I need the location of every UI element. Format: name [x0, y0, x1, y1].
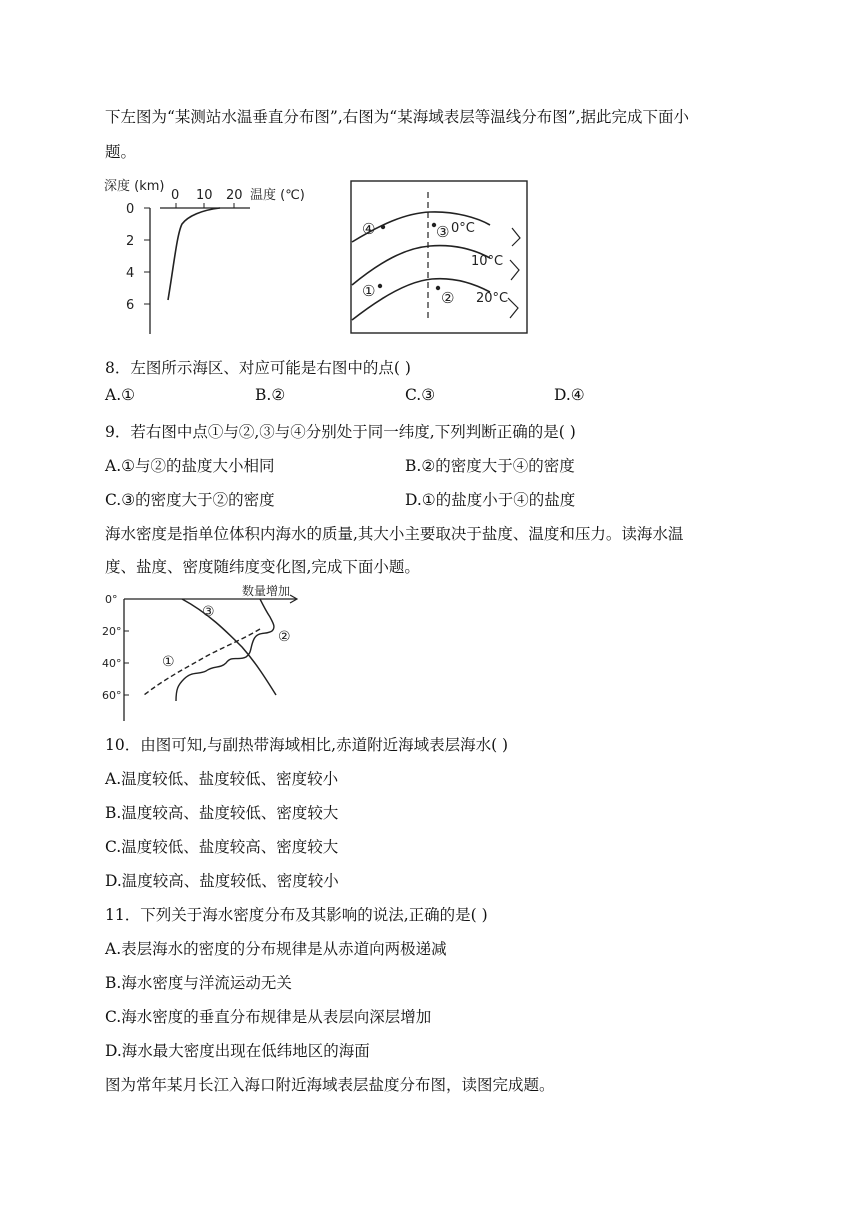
x-tick-20: 20	[226, 188, 243, 203]
intro2-line1: 海水密度是指单位体积内海水的质量,其大小主要取决于盐度、温度和压力。读海水温	[105, 525, 684, 543]
point-4-label: ④	[362, 220, 376, 238]
q8-option-c[interactable]: C.③	[405, 386, 436, 404]
lat-tick-20: 20°	[102, 625, 122, 638]
lat-tick-40: 40°	[102, 657, 122, 670]
x-tick-0: 0	[171, 188, 180, 203]
point-1-label: ①	[362, 282, 376, 300]
depth-axis-label: 深度 (km)	[104, 179, 165, 194]
y-tick-4: 4	[126, 266, 135, 281]
q10-option-d[interactable]: D.温度较高、盐度较低、密度较小	[105, 872, 339, 890]
q10-option-a[interactable]: A.温度较低、盐度较低、密度较小	[105, 770, 339, 788]
q11-option-c[interactable]: C.海水密度的垂直分布规律是从表层向深层增加	[105, 1008, 432, 1026]
point-2-label: ②	[441, 289, 455, 307]
curve-label-3: ③	[202, 604, 215, 620]
lat-tick-60: 60°	[102, 689, 122, 702]
y-tick-0: 0	[126, 202, 135, 217]
curve-3-solid	[182, 599, 276, 695]
intro1-line1: 下左图为“某测站水温垂直分布图”,右图为“某海域表层等温线分布图”,据此完成下面小	[105, 108, 690, 126]
q9-stem: 9．若右图中点①与②,③与④分别处于同一纬度,下列判断正确的是( )	[105, 423, 576, 441]
curve-label-2: ②	[278, 629, 291, 645]
intro3-line1: 图为常年某月长江入海口附近海域表层盐度分布图，读图完成题。	[105, 1076, 555, 1094]
temperature-profile-curve	[168, 208, 220, 300]
q11-option-b[interactable]: B.海水密度与洋流运动无关	[105, 974, 292, 992]
isotherm-10	[352, 246, 490, 285]
intro2-line2: 度、盐度、密度随纬度变化图,完成下面小题。	[105, 558, 420, 576]
q11-stem: 11．下列关于海水密度分布及其影响的说法,正确的是( )	[105, 906, 488, 924]
temp-axis-label: 温度 (℃)	[250, 188, 305, 203]
q9-option-a[interactable]: A.①与②的盐度大小相同	[105, 457, 275, 475]
q9-option-b[interactable]: B.②的密度大于④的密度	[405, 457, 575, 475]
point-2-dot	[436, 286, 440, 290]
point-4-dot	[381, 225, 385, 229]
fig-surface-isotherms	[350, 180, 530, 336]
x-tick-10: 10	[196, 188, 213, 203]
y-tick-2: 2	[126, 234, 135, 249]
q8-stem: 8．左图所示海区、对应可能是右图中的点( )	[105, 359, 411, 377]
isotherm-label-20: 20°C	[476, 291, 509, 306]
q10-stem: 10．由图可知,与副热带海域相比,赤道附近海域表层海水( )	[105, 736, 509, 754]
point-3-label: ③	[436, 223, 450, 241]
fig-lat-temp-salinity-density	[100, 583, 310, 723]
q8-option-a[interactable]: A.①	[105, 386, 136, 404]
quantity-increase-label: 数量增加	[242, 584, 291, 598]
q9-option-d[interactable]: D.①的盐度小于④的盐度	[405, 491, 576, 509]
q10-option-b[interactable]: B.温度较高、盐度较低、密度较大	[105, 804, 339, 822]
fig-water-temp-vertical	[100, 172, 330, 337]
isotherm-label-0: 0°C	[451, 221, 475, 236]
q11-option-d[interactable]: D.海水最大密度出现在低纬地区的海面	[105, 1042, 370, 1060]
q8-option-d[interactable]: D.④	[554, 386, 585, 404]
point-1-dot	[378, 284, 382, 288]
q11-option-a[interactable]: A.表层海水的密度的分布规律是从赤道向两极递减	[105, 940, 447, 958]
lat-tick-0: 0°	[105, 593, 118, 606]
q8-option-b[interactable]: B.②	[255, 386, 286, 404]
curve-2-wavy	[176, 599, 274, 701]
isotherm-label-10: 10°C	[471, 254, 504, 269]
intro1-line2: 题。	[105, 143, 137, 161]
q9-option-c[interactable]: C.③的密度大于②的密度	[105, 491, 275, 509]
q10-option-c[interactable]: C.温度较低、盐度较高、密度较大	[105, 838, 339, 856]
curve-label-1: ①	[162, 654, 175, 670]
y-tick-6: 6	[126, 298, 135, 313]
